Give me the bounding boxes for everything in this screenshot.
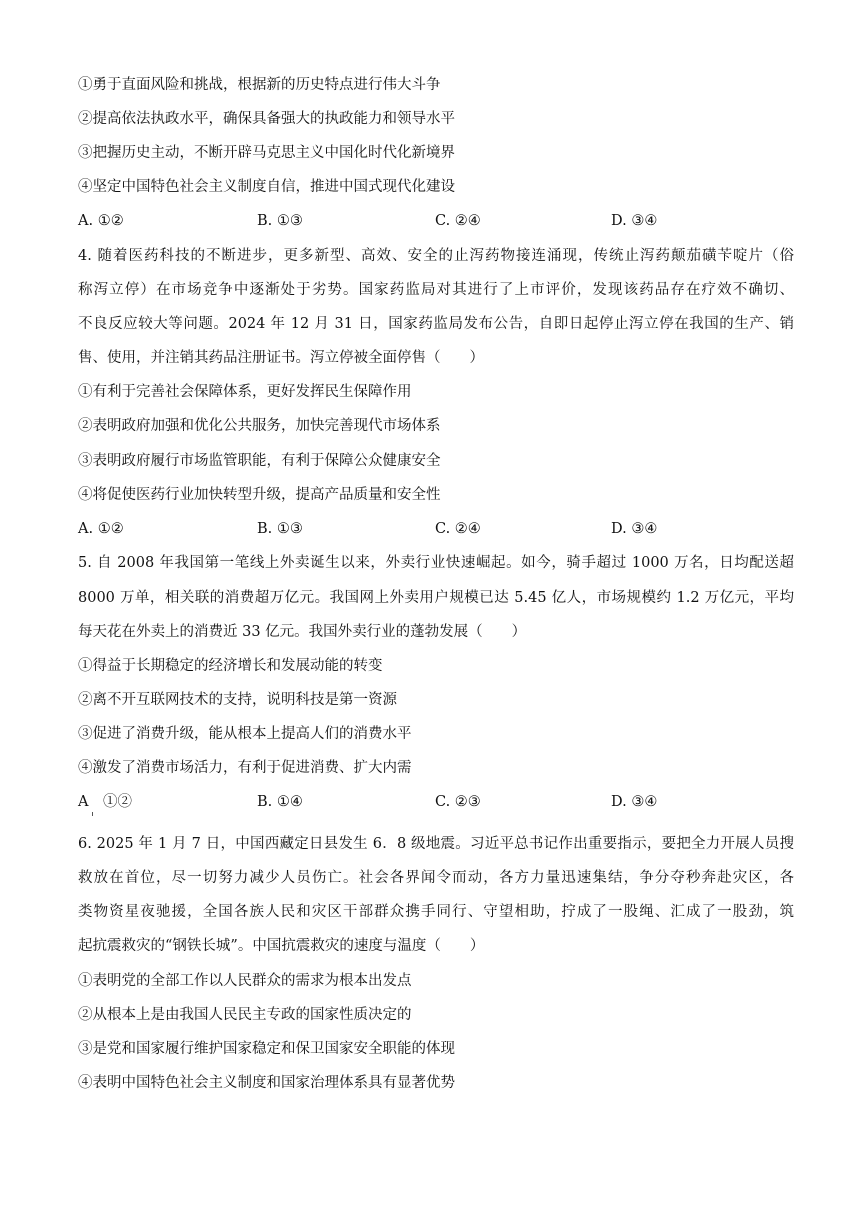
q3-answer-c: C. ②④ — [435, 213, 481, 229]
q5-answer-c: C. ②③ — [435, 794, 481, 810]
q3-answer-row — [78, 210, 794, 232]
q4-option-1: ①有利于完善社会保障体系，更好发挥民生保障作用 — [78, 384, 412, 400]
q3-option-3: ③把握历史主动，不断开辟马克思主义中国化时代化新境界 — [78, 145, 455, 161]
q5-option-1: ①得益于长期稳定的经济增长和发展动能的转变 — [78, 658, 383, 674]
q3-option-2: ②提高依法执政水平，确保具备强大的执政能力和领导水平 — [78, 111, 455, 127]
q4-stem-line-4: 售、使用，并注销其药品注册证书。泻立停被全面停售（ ） — [78, 350, 484, 366]
q6-option-3: ③是党和国家履行维护国家稳定和保卫国家安全职能的体现 — [78, 1041, 455, 1057]
q5-stem-line-2: 8000 万单，相关联的消费超万亿元。我国网上外卖用户规模已达 5.45 亿人，市场规模约 1.2 万亿元，平均 — [78, 590, 794, 606]
q3-answer-b: B. ①③ — [257, 213, 303, 229]
q6-option-2: ②从根本上是由我国人民民主专政的国家性质决定的 — [78, 1007, 412, 1023]
q6-stem-line-2: 救放在首位，尽一切努力减少人员伤亡。社会各界闻令而动，各方力量迅速集结，争分夺秒奔赴灾区，各 — [78, 870, 794, 886]
q4-option-3: ③表明政府履行市场监管职能，有利于保障公众健康安全 — [78, 453, 441, 469]
q6-option-4: ④表明中国特色社会主义制度和国家治理体系具有显著优势 — [78, 1075, 455, 1091]
q3-option-1: ①勇于直面风险和挑战，根据新的历史特点进行伟大斗争 — [78, 77, 441, 93]
q4-option-4: ④将促使医药行业加快转型升级，提高产品质量和安全性 — [78, 487, 441, 503]
scan-mark — [92, 812, 93, 816]
q6-stem-line-4: 起抗震救灾的“钢铁长城”。中国抗震救灾的速度与温度（ ） — [78, 938, 485, 954]
q5-answer-a: A ①② — [78, 794, 132, 810]
q6-stem-line-1: 6. 2025 年 1 月 7 日，中国西藏定日县发生 6．8 级地震。习近平总书记作出重要指示，要把全力开展人员搜 — [78, 836, 794, 852]
q3-answer-a: A. ①② — [78, 213, 124, 229]
q4-stem-line-1: 4. 随着医药科技的不断进步，更多新型、高效、安全的止泻药物接连涌现，传统止泻药颠茄磺苄啶片（俗 — [78, 248, 794, 264]
q4-answer-b: B. ①③ — [257, 521, 303, 537]
q3-option-4: ④坚定中国特色社会主义制度自信，推进中国式现代化建设 — [78, 179, 455, 195]
q4-stem-line-2: 称泻立停）在市场竞争中逐渐处于劣势。国家药监局对其进行了上市评价，发现该药品存在疗效不确切、 — [78, 282, 794, 298]
q4-answer-row — [78, 518, 794, 540]
q5-answer-row — [78, 791, 794, 813]
q3-answer-d: D. ③④ — [611, 213, 658, 229]
q5-option-4: ④激发了消费市场活力，有利于促进消费、扩大内需 — [78, 760, 412, 776]
q5-answer-b: B. ①④ — [257, 794, 303, 810]
q4-stem-line-3: 不良反应较大等问题。2024 年 12 月 31 日，国家药监局发布公告，自即日起停止泻立停在我国的生产、销 — [78, 316, 794, 332]
q4-option-2: ②表明政府加强和优化公共服务，加快完善现代市场体系 — [78, 418, 441, 434]
q5-option-3: ③促进了消费升级，能从根本上提高人们的消费水平 — [78, 726, 412, 742]
q4-answer-a: A. ①② — [78, 521, 124, 537]
q5-stem-line-1: 5. 自 2008 年我国第一笔线上外卖诞生以来，外卖行业快速崛起。如今，骑手超过 1000 万名，日均配送超 — [78, 555, 794, 571]
q4-answer-d: D. ③④ — [611, 521, 658, 537]
q4-answer-c: C. ②④ — [435, 521, 481, 537]
q5-stem-line-3: 每天花在外卖上的消费近 33 亿元。我国外卖行业的蓬勃发展（ ） — [78, 624, 527, 640]
q6-option-1: ①表明党的全部工作以人民群众的需求为根本出发点 — [78, 973, 412, 989]
q6-stem-line-3: 类物资星夜驰援，全国各族人民和灾区干部群众携手同行、守望相助，拧成了一股绳、汇成了一股劲，筑 — [78, 904, 794, 920]
q5-option-2: ②离不开互联网技术的支持，说明科技是第一资源 — [78, 692, 397, 708]
q5-answer-d: D. ③④ — [611, 794, 658, 810]
